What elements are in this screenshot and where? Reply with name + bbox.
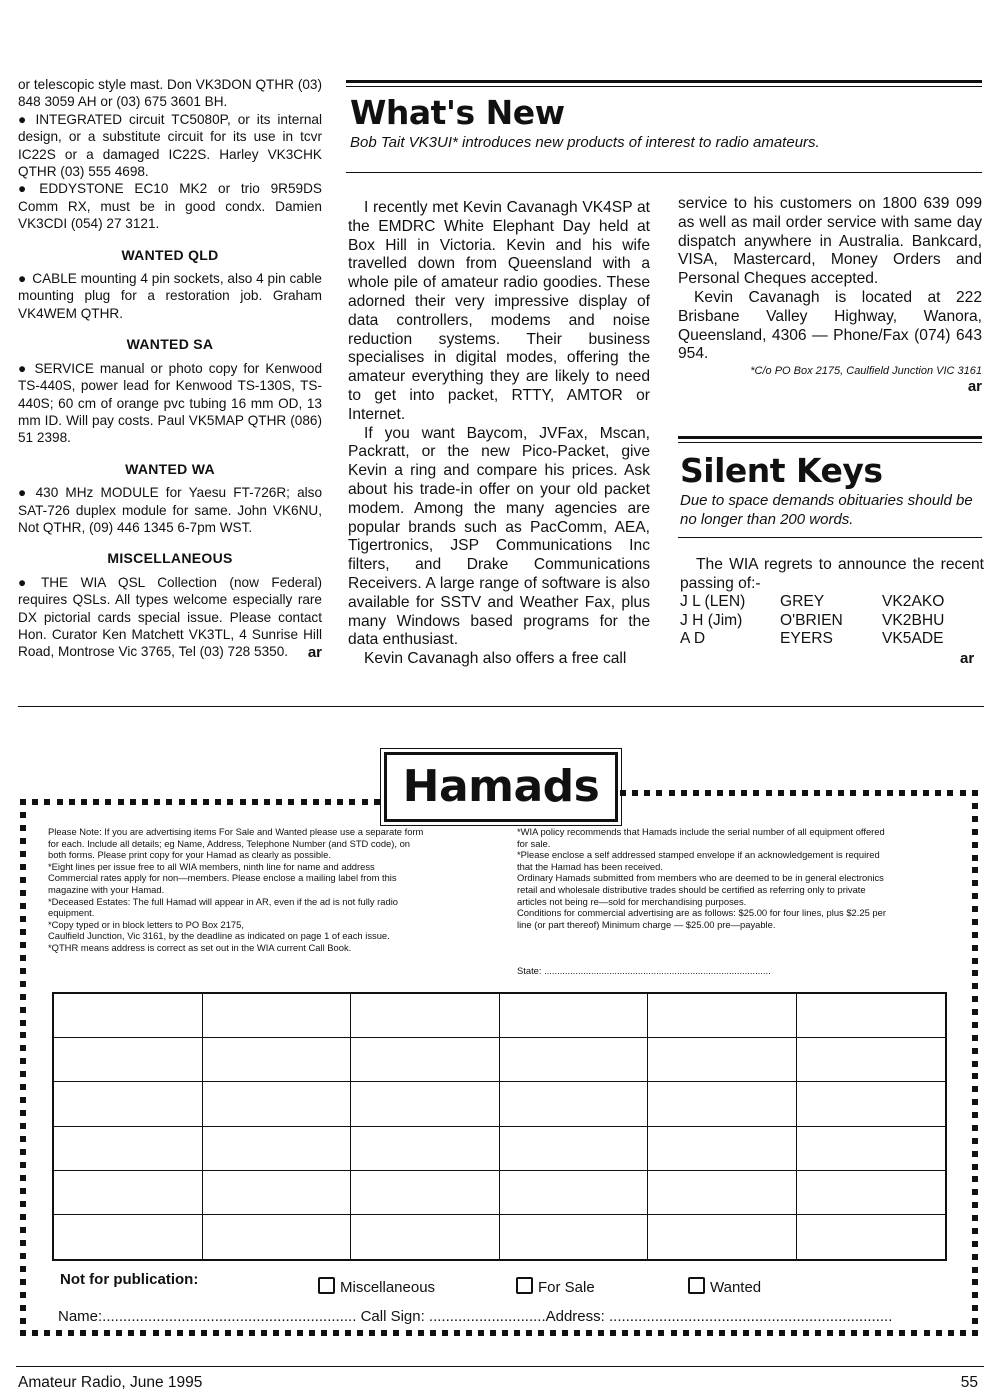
grid-cell[interactable] <box>797 1171 946 1215</box>
option-label: Miscellaneous <box>340 1279 436 1296</box>
grid-cell[interactable] <box>54 1171 203 1215</box>
note-line: *QTHR means address is correct as set out in the WIA current Call Book. <box>48 941 352 953</box>
initials: A D <box>680 630 706 647</box>
note-line: *Eight lines per issue free to all WIA members, ninth line for name and address <box>48 860 375 872</box>
silent-keys-rule-bottom <box>678 537 982 538</box>
note-line: both forms. Please print copy for your Hamad as clearly as possible. <box>48 849 331 861</box>
grid-cell[interactable] <box>500 1038 649 1082</box>
whats-new-column-1 <box>348 199 650 669</box>
grid-cell[interactable] <box>203 1171 352 1215</box>
note-line: Caulfield Junction, Vic 3161, by the deadline as indicated on page 1 of each issue. <box>48 930 390 942</box>
ad-qsl-collection <box>18 574 322 661</box>
grid-cell[interactable] <box>648 994 797 1038</box>
grid-cell[interactable] <box>500 1127 649 1171</box>
hamads-dotted-border-bottom <box>20 1330 978 1336</box>
bullet-icon: ● <box>18 574 35 590</box>
grid-cell[interactable] <box>797 1082 946 1126</box>
note-line: line (or part thereof) Minimum charge — $25.00 pre—payable. <box>517 918 776 930</box>
grid-cell[interactable] <box>351 1171 500 1215</box>
sign-off-mark: ar <box>960 650 975 667</box>
note-line: *Please enclose a self addressed stamped envelope if an acknowledgement is required <box>517 849 880 861</box>
section-divider <box>18 706 984 707</box>
grid-cell[interactable] <box>648 1127 797 1171</box>
whats-new-rule-top-thin <box>346 86 982 87</box>
grid-cell[interactable] <box>351 1127 500 1171</box>
option-label: Wanted <box>710 1279 762 1296</box>
ad-text: 430 MHz MODULE for Yaesu FT-726R; also SAT-726 duplex module for same. John VK6NU, Not QTHR, (09) 446 1345 6-7pm WST. <box>18 485 323 535</box>
grid-cell[interactable] <box>351 1082 500 1126</box>
option-for-sale[interactable] <box>516 1277 595 1296</box>
silent-keys-subtitle: Due to space demands obituaries should be no longer than 200 words. <box>680 492 973 528</box>
note-line: equipment. <box>48 907 95 919</box>
ad-text: EDDYSTONE EC10 MK2 or trio 9R59DS Comm RX, must be in good condx. Damien VK3CDI (054) 27 3121. <box>18 181 322 232</box>
sign-off-mark: ar <box>307 643 322 661</box>
checkbox-icon[interactable] <box>318 1277 335 1294</box>
grid-cell[interactable] <box>500 994 649 1038</box>
grid-cell[interactable] <box>648 1038 797 1082</box>
grid-cell[interactable] <box>351 1215 500 1259</box>
whats-new-paragraph: Kevin Cavanagh also offers a free call <box>364 650 627 668</box>
not-for-publication-label: Not for publication: <box>60 1271 199 1288</box>
note-line: magazine with your Hamad. <box>48 883 165 895</box>
bullet-icon: ● <box>18 360 29 376</box>
whats-new-paragraph: service to his customers on 1800 639 099 as well as mail order service with same day dispatch anywhere in Australia. Bankcard, VISA, Mastercard, Money Orders and Personal Cheques accepted. <box>678 195 982 288</box>
whats-new-subtitle: Bob Tait VK3UI* introduces new products of interest to radio amateurs. <box>350 134 820 151</box>
hamads-notes-left <box>48 826 498 954</box>
note-line: articles not being re—sold for merchandising purposes. <box>517 895 747 907</box>
initials: J H (Jim) <box>680 611 743 629</box>
sign-off-mark: ar <box>967 378 982 396</box>
grid-cell[interactable] <box>54 1127 203 1171</box>
checkbox-icon[interactable] <box>688 1277 705 1294</box>
surname: O'BRIEN <box>780 611 843 629</box>
silent-keys-rule-top-thin <box>678 442 982 443</box>
note-line: retail and wholesale distributive trades should be certified as referring only to private <box>517 883 866 895</box>
option-miscellaneous[interactable] <box>318 1277 435 1296</box>
grid-cell[interactable] <box>203 1127 352 1171</box>
state-field-label[interactable]: State: ....................................................................................... <box>517 965 771 976</box>
grid-cell[interactable] <box>351 1038 500 1082</box>
grid-cell[interactable] <box>203 1082 352 1126</box>
grid-cell[interactable] <box>54 994 203 1038</box>
ad-text: CABLE mounting 4 pin sockets, also 4 pin cable mounting plug for a restoration job. Graham VK4WEM QTHR. <box>18 271 322 321</box>
list-item <box>680 612 980 631</box>
ad-430-module <box>18 484 322 536</box>
silent-keys-title: Silent Keys <box>680 451 883 490</box>
hamads-dotted-border-top-left <box>20 799 380 805</box>
surname: GREY <box>780 593 825 610</box>
ad-service-manual <box>18 360 322 447</box>
bullet-icon: ● <box>18 181 34 197</box>
checkbox-icon[interactable] <box>516 1277 533 1294</box>
grid-cell[interactable] <box>797 1127 946 1171</box>
hamads-dotted-border-left <box>20 812 26 1324</box>
list-item <box>680 593 980 612</box>
whats-new-title: What's New <box>350 93 565 132</box>
whats-new-rule-bottom <box>346 172 982 173</box>
grid-cell[interactable] <box>500 1215 649 1259</box>
note-line: *Copy typed or in block letters to PO Box 2175, <box>48 918 244 930</box>
whats-new-sign-off <box>678 378 982 397</box>
bullet-icon: ● <box>18 271 27 287</box>
option-label: For Sale <box>538 1279 595 1296</box>
grid-cell[interactable] <box>500 1171 649 1215</box>
whats-new-paragraph: Kevin Cavanagh is located at 222 Brisbane Valley Highway, Wanora, Queensland, 4306 — Phone/Fax (074) 643 954. <box>678 288 982 363</box>
heading-miscellaneous: MISCELLANEOUS <box>107 550 233 567</box>
silent-keys-sign-off <box>960 650 974 668</box>
silent-keys-intro <box>680 556 984 594</box>
footer-rule <box>16 1366 984 1367</box>
whats-new-paragraph: If you want Baycom, JVFax, Mscan, Packratt, or the new Pico-Packet, give Kevin a ring and compare his prices. Ask about his trade-in offer on your old packet modem. Among the many agencies are popular brands such as PacComm, AEA, Tigertronics, JSP Communications Inc filters, and Drake Communications Receivers. A large range of software is also available for SSTV and Weather Fax, plus many Windows based programs for the data enthusiast. <box>348 424 650 649</box>
bullet-icon: ● <box>18 111 30 127</box>
grid-cell[interactable] <box>500 1082 649 1126</box>
callsign: VK5ADE <box>882 630 944 647</box>
grid-cell[interactable] <box>648 1082 797 1126</box>
whats-new-rule-top <box>346 80 982 83</box>
publication-name: Amateur Radio, June 1995 <box>18 1374 203 1391</box>
silent-keys-list <box>680 593 980 649</box>
grid-cell[interactable] <box>203 1215 352 1259</box>
silent-keys-intro-text: The WIA regrets to announce the recent passing of:- <box>680 556 984 592</box>
ad-text: THE WIA QSL Collection (now Federal) requires QSLs. All types welcome especially rare DX pictorial cards special issue. Please contact Hon. Curator Ken Matchett VK3TL, 4 Sunrise Hill Road, Montrose Vic 3765, Tel (03) 728 5350. <box>18 574 322 660</box>
note-line: for each. Include all details; eg Name, Address, Telephone Number (and STD code), on <box>48 837 411 849</box>
silent-keys-rule-top <box>678 436 982 439</box>
hamads-title-box <box>384 752 618 822</box>
note-line: Ordinary Hamads submitted from members who are deemed to be in general electronics <box>517 872 884 884</box>
initials: J L (LEN) <box>680 593 746 610</box>
grid-cell[interactable] <box>797 1038 946 1082</box>
heading-wanted-wa: WANTED WA <box>125 460 215 477</box>
grid-cell[interactable] <box>54 1215 203 1259</box>
option-wanted[interactable] <box>688 1277 761 1296</box>
hamads-dotted-border-right <box>972 803 978 1324</box>
ad-mast: or telescopic style mast. Don VK3DON QTHR (03) 848 3059 AH or (03) 675 3601 BH. <box>18 77 322 110</box>
hamads-notes-right <box>517 826 967 930</box>
grid-cell[interactable] <box>54 1038 203 1082</box>
grid-cell[interactable] <box>797 1215 946 1259</box>
callsign: VK2BHU <box>882 611 945 629</box>
contact-form-line[interactable]: Name:............................................................. Call Sign: ............................Address: .................................................................... <box>58 1308 893 1325</box>
grid-cell[interactable] <box>54 1082 203 1126</box>
note-line: Commercial rates apply for non—members. Please enclose a mailing label from this <box>48 872 397 884</box>
note-line: that the Hamad has been received. <box>517 860 663 872</box>
whats-new-column-2 <box>678 195 982 397</box>
note-line: Please Note: If you are advertising items For Sale and Wanted please use a separate form <box>48 826 424 837</box>
surname: EYERS <box>780 630 833 647</box>
grid-cell[interactable] <box>797 994 946 1038</box>
grid-cell[interactable] <box>203 1038 352 1082</box>
grid-cell[interactable] <box>351 994 500 1038</box>
list-item <box>680 630 980 649</box>
ad-eddystone <box>18 180 322 232</box>
grid-cell[interactable] <box>648 1171 797 1215</box>
hamads-title: Hamads <box>402 761 600 812</box>
note-line: for sale. <box>517 837 551 849</box>
page-number: 55 <box>960 1374 978 1391</box>
hamads-entry-grid[interactable] <box>52 992 947 1261</box>
callsign: VK2AKO <box>882 593 945 610</box>
ad-cable <box>18 270 322 322</box>
left-column-classifieds <box>18 76 322 661</box>
grid-cell[interactable] <box>648 1215 797 1259</box>
ad-integrated-circuit <box>18 111 322 181</box>
heading-wanted-sa: WANTED SA <box>126 336 214 353</box>
heading-wanted-qld: WANTED QLD <box>121 246 219 263</box>
whats-new-paragraph: I recently met Kevin Cavanagh VK4SP at the EMDRC White Elephant Day held at Box Hill in Victoria. Kevin and his wife travelled down from Queensland with a whole pile of amateur radio goodies. These adorned their very impressive display of data controllers, modems and noise reduction systems. Their business specialises in digital modes, offering the amateur everything they are likely to need to get into packet, RTTY, AMTOR or Internet. <box>348 199 650 423</box>
note-line: *WIA policy recommends that Hamads include the serial number of all equipment offered <box>517 826 885 837</box>
whats-new-footnote: *C/o PO Box 2175, Caulfield Junction VIC 3161 <box>750 365 982 378</box>
bullet-icon: ● <box>18 485 30 501</box>
hamads-dotted-border-top-right <box>620 790 978 796</box>
note-line: *Deceased Estates: The full Hamad will appear in AR, even if the ad is not fully radio <box>48 895 399 907</box>
ad-text: INTEGRATED circuit TC5080P, or its internal design, or a substitute circuit for its use in tcvr IC22S or a damaged IC22S. Harley VK3CHK QTHR (03) 555 4698. <box>18 111 322 180</box>
grid-cell[interactable] <box>203 994 352 1038</box>
note-line: Conditions for commercial advertising are as follows: $25.00 for four lines, plus $2.25 per <box>517 907 886 919</box>
ad-text: SERVICE manual or photo copy for Kenwood TS-440S, power lead for Kenwood TS-130S, TS-440S; 60 cm of orange pvc tubing 16 mm OD, 13 mm ID. Will pay costs. Paul VK5MAP QTHR (086) 51 2398. <box>18 360 323 446</box>
